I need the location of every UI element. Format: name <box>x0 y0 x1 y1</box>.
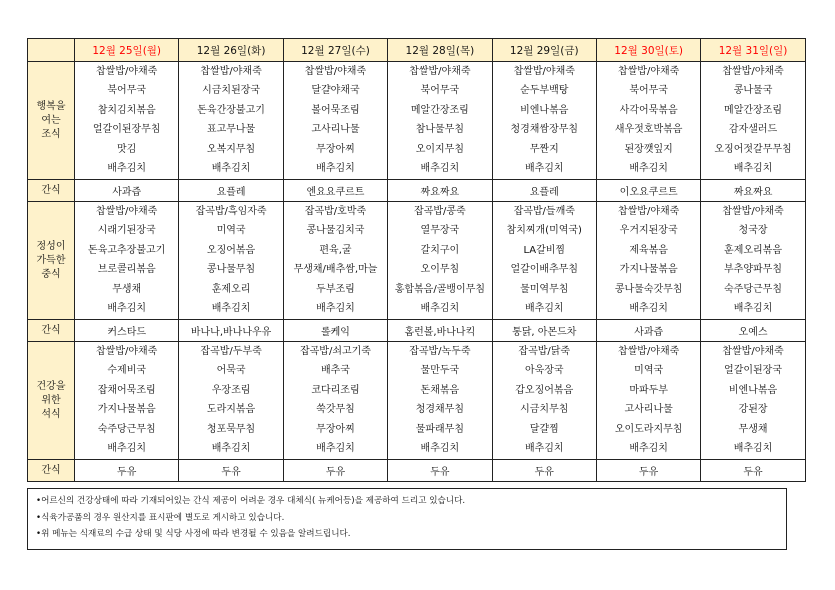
menu-item: 표고무나물 <box>206 124 256 136</box>
snack-cell: 롤케익 <box>283 320 387 342</box>
menu-item: 청경채무침 <box>415 404 465 416</box>
menu-item: 수제비국 <box>107 365 147 377</box>
menu-item: 물미역무침 <box>520 283 569 295</box>
menu-item: 미역국 <box>216 225 246 237</box>
menu-item: 잡곡밥/콩죽 <box>414 206 466 217</box>
snack-cell: 통닭, 아몬드차 <box>492 320 596 342</box>
menu-item: 찹쌀밥/야채죽 <box>617 206 680 217</box>
meal-cell <box>596 62 700 180</box>
menu-item: 사각어묵볶음 <box>619 104 678 116</box>
snack-cell: 홈런볼,바나나킥 <box>388 320 492 342</box>
meal-cell <box>283 62 387 180</box>
menu-item: 두부조림 <box>316 283 355 295</box>
menu-item: 비엔나볶음 <box>520 104 569 116</box>
meal-row <box>28 62 806 180</box>
menu-item: 배추김치 <box>524 302 564 314</box>
menu-item: 오이도라지무침 <box>614 423 683 435</box>
snack-label: 간식 <box>28 320 75 342</box>
menu-item: 배추김치 <box>524 162 564 174</box>
snack-cell: 두유 <box>596 460 700 482</box>
menu-item: 찹쌀밥/야채죽 <box>722 346 784 357</box>
menu-item: 고사리나물 <box>311 124 360 136</box>
menu-item: 청포묵무침 <box>206 423 256 435</box>
menu-item: 시금치무침 <box>520 404 569 416</box>
snack-cell: 두유 <box>75 460 179 482</box>
meal-cell <box>492 62 596 180</box>
meal-cell <box>179 342 283 460</box>
menu-item: 돈채볶음 <box>420 384 460 396</box>
day-header: 12월 28일(목) <box>388 39 492 62</box>
snack-cell: 요플레 <box>492 180 596 202</box>
menu-item: 배추김치 <box>420 302 460 314</box>
menu-item: 메알간장조림 <box>410 104 469 116</box>
menu-item: 잡곡밥/녹두죽 <box>409 346 471 357</box>
menu-item: 오징어젓갈무무침 <box>714 143 792 155</box>
menu-item: 시금치된장국 <box>202 85 261 97</box>
meal-cell <box>75 202 179 320</box>
notice-line: •어르신의 건강상태에 따라 기재되어있는 간식 제공이 어려운 경우 대체식( 뉴케어등)을 제공하여 드리고 있습니다. <box>36 496 466 506</box>
menu-item: 갑오징어볶음 <box>515 384 574 396</box>
snack-cell: 짜요짜요 <box>388 180 492 202</box>
menu-item: 부추양파무침 <box>724 264 783 276</box>
meal-label: 정성이 가득한 중식 <box>28 202 75 320</box>
meal-row <box>28 202 806 320</box>
menu-item: 북어무국 <box>420 85 460 97</box>
menu-item: 배추김치 <box>733 162 773 174</box>
snack-row <box>28 320 806 342</box>
menu-item: 배추김치 <box>211 302 251 314</box>
snack-cell: 두유 <box>388 460 492 482</box>
menu-item: 찹쌀밥/야채죽 <box>200 66 262 77</box>
snack-cell: 두유 <box>701 460 805 482</box>
day-header-row <box>28 39 806 62</box>
menu-item: 순두부백탕 <box>520 85 569 97</box>
snack-cell: 오예스 <box>701 320 805 342</box>
day-header: 12월 27일(수) <box>283 39 387 62</box>
menu-item: 배추김치 <box>211 442 251 454</box>
menu-item: 물만두국 <box>420 365 460 377</box>
meal-label: 행복을 여는 조식 <box>28 62 75 180</box>
menu-item: 감자샐러드 <box>728 124 778 136</box>
menu-item: 찹쌀밥/야채죽 <box>96 346 158 357</box>
menu-item: 잡곡밥/쇠고기죽 <box>299 346 371 357</box>
menu-item: 잡곡밥/닭죽 <box>518 346 571 357</box>
meal-row <box>28 342 806 460</box>
meal-cell <box>388 342 492 460</box>
snack-cell: 이오요쿠르트 <box>596 180 700 202</box>
menu-item: 배추김치 <box>420 442 460 454</box>
meal-cell <box>283 202 387 320</box>
notice-line: •식육가공품의 경우 원산지를 표시판에 별도로 게시하고 있습니다. <box>36 512 285 523</box>
snack-cell: 사과즙 <box>75 180 179 202</box>
menu-item: 배추김치 <box>524 442 564 454</box>
meal-cell <box>75 62 179 180</box>
weekly-menu-table <box>27 38 806 482</box>
menu-item: 무장아찌 <box>316 423 355 435</box>
menu-item: 물파래무침 <box>415 423 465 435</box>
menu-item: 무생채 <box>112 283 142 295</box>
snack-cell: 커스타드 <box>75 320 179 342</box>
snack-label: 간식 <box>28 180 75 202</box>
menu-item: 얼갈이된장무침 <box>92 124 161 136</box>
menu-item: 배추김치 <box>420 162 460 174</box>
menu-item: 오징어볶음 <box>206 244 256 256</box>
menu-item: 찹쌀밥/야채죽 <box>304 66 367 77</box>
meal-cell <box>179 62 283 180</box>
menu-item: 미역국 <box>634 365 664 377</box>
menu-item: 오복지무침 <box>206 143 256 155</box>
notice-line: •위 메뉴는 식재료의 수급 상태 및 식당 사정에 따라 변경될 수 있음을 알려드립니다. <box>36 529 351 539</box>
menu-item: 볼어묵조림 <box>311 104 360 116</box>
meal-cell <box>492 202 596 320</box>
menu-item: 새우젓호박볶음 <box>614 124 683 136</box>
menu-item: 배추김치 <box>733 302 773 314</box>
day-header: 12월 26일(화) <box>179 39 283 62</box>
menu-item: 홍합볶음/골뱅이무침 <box>394 283 486 295</box>
menu-item: 배추김치 <box>107 162 147 174</box>
menu-item: 배추김치 <box>211 162 251 174</box>
menu-item: 참치찌개(미역국) <box>506 225 582 237</box>
menu-item: 배추김치 <box>316 302 355 314</box>
menu-item: 참나물무침 <box>415 124 465 136</box>
menu-item: 배추김치 <box>107 442 147 454</box>
menu-item: 잡곡밥/두부죽 <box>200 346 262 357</box>
menu-item: 찹쌀밥/야채죽 <box>96 206 158 217</box>
menu-item: 콩나물무침 <box>206 264 256 276</box>
menu-item: 배추김치 <box>733 442 773 454</box>
menu-item: 훈제오리 <box>211 283 251 295</box>
menu-item: 어묵국 <box>216 365 246 377</box>
menu-item: 북어무국 <box>629 85 668 97</box>
snack-cell: 짜요짜요 <box>701 180 805 202</box>
menu-item: 달걀찜 <box>529 423 559 435</box>
menu-item: 배추김치 <box>629 302 668 314</box>
meal-label: 건강을 위한 석식 <box>28 342 75 460</box>
day-header: 12월 29일(금) <box>492 39 596 62</box>
menu-item: 배추김치 <box>629 442 668 454</box>
menu-item: 갈치구이 <box>420 244 460 256</box>
menu-item: 코다리조림 <box>311 384 360 396</box>
menu-item: 얼갈이된장국 <box>724 365 783 377</box>
day-header: 12월 31일(일) <box>701 39 805 62</box>
meal-cell <box>75 342 179 460</box>
meal-cell <box>492 342 596 460</box>
corner-cell <box>28 39 75 62</box>
menu-item: 가지나물볶음 <box>97 404 156 416</box>
menu-item: 무장아찌 <box>316 143 355 155</box>
snack-cell: 사과즙 <box>596 320 700 342</box>
menu-item: 무짠지 <box>529 143 559 155</box>
day-header: 12월 25일(월) <box>75 39 179 62</box>
menu-item: 열무장국 <box>420 225 460 237</box>
meal-cell <box>596 202 700 320</box>
menu-item: 찹쌀밥/야채죽 <box>617 346 680 357</box>
menu-item: 제육볶음 <box>629 244 668 256</box>
menu-item: 시래기된장국 <box>97 225 156 237</box>
menu-item: 가지나물볶음 <box>619 264 678 276</box>
menu-item: 고사리나물 <box>624 404 673 416</box>
menu-item: 우장조림 <box>211 384 251 396</box>
menu-item: 청경채쌈장무침 <box>510 124 579 136</box>
meal-cell <box>596 342 700 460</box>
menu-item: 브로콜리볶음 <box>97 264 156 276</box>
meal-cell <box>701 62 805 180</box>
menu-item: 콩나물국 <box>733 85 773 97</box>
menu-item: 우거지된장국 <box>619 225 678 237</box>
menu-item: 오이무침 <box>420 264 460 276</box>
menu-item: 돈육고추장불고기 <box>88 244 166 256</box>
snack-row <box>28 460 806 482</box>
menu-item: 비엔나볶음 <box>728 384 778 396</box>
menu-item: 잡채어묵조림 <box>97 384 156 396</box>
menu-item: 찹쌀밥/야채죽 <box>722 66 784 77</box>
menu-item: 배추국 <box>320 365 350 377</box>
meal-cell <box>179 202 283 320</box>
menu-item: 배추김치 <box>629 162 668 174</box>
menu-item: 콩나물숙갓무침 <box>614 283 683 295</box>
menu-item: 숙주당근무침 <box>724 283 783 295</box>
day-header: 12월 30일(토) <box>596 39 700 62</box>
menu-item: 마파두부 <box>629 384 668 396</box>
meal-cell <box>701 202 805 320</box>
menu-item: 된장깻잎지 <box>624 143 673 155</box>
snack-cell: 바나나,바나나우유 <box>179 320 283 342</box>
menu-item: 청국장 <box>738 225 768 237</box>
menu-item: 배추김치 <box>316 442 355 454</box>
menu-item: 배추김치 <box>107 302 147 314</box>
menu-item: 강된장 <box>738 404 768 416</box>
menu-item: 찹쌀밥/야채죽 <box>409 66 471 77</box>
menu-item: 훈제오리볶음 <box>724 244 783 256</box>
menu-item: 편육,굴 <box>319 244 352 256</box>
menu-item: 숙주당근무침 <box>97 423 156 435</box>
menu-item: 잡곡밥/흑임자죽 <box>195 206 267 217</box>
snack-cell: 엔요요쿠르트 <box>283 180 387 202</box>
menu-item: 아욱장국 <box>524 365 564 377</box>
menu-item: 찹쌀밥/야채죽 <box>96 66 158 77</box>
snack-cell: 두유 <box>283 460 387 482</box>
menu-item: 참치김치볶음 <box>97 104 156 116</box>
menu-item: 맛김 <box>117 143 137 155</box>
menu-item: 잡곡밥/들깨죽 <box>513 206 575 217</box>
menu-item: 찹쌀밥/야채죽 <box>722 206 784 217</box>
menu-item: 배추김치 <box>316 162 355 174</box>
menu-item: 도라지볶음 <box>206 404 256 416</box>
menu-item: LA갈비찜 <box>523 244 566 256</box>
menu-item: 찹쌀밥/야채죽 <box>513 66 575 77</box>
menu-item: 무생채 <box>738 423 768 435</box>
menu-item: 찹쌀밥/야채죽 <box>617 66 680 77</box>
menu-item: 북어무국 <box>107 85 147 97</box>
snack-cell: 두유 <box>179 460 283 482</box>
menu-item: 쑥갓무침 <box>316 404 355 416</box>
snack-cell: 두유 <box>492 460 596 482</box>
meal-cell <box>283 342 387 460</box>
meal-cell <box>701 342 805 460</box>
menu-item: 잡곡밥/호박죽 <box>304 206 367 217</box>
menu-item: 오이지무침 <box>415 143 465 155</box>
meal-cell <box>388 62 492 180</box>
menu-item: 무생채/배추쌈,마늘 <box>293 264 378 276</box>
menu-item: 얼갈이배추무침 <box>510 264 579 276</box>
snack-row <box>28 180 806 202</box>
meal-cell <box>388 202 492 320</box>
menu-item: 콩나물김치국 <box>306 225 365 237</box>
snack-cell: 요플레 <box>179 180 283 202</box>
menu-item: 메알간장조림 <box>724 104 783 116</box>
notice-box <box>27 488 787 550</box>
menu-item: 돈육간장불고기 <box>197 104 265 116</box>
menu-item: 달걀야채국 <box>311 85 360 97</box>
snack-label: 간식 <box>28 460 75 482</box>
